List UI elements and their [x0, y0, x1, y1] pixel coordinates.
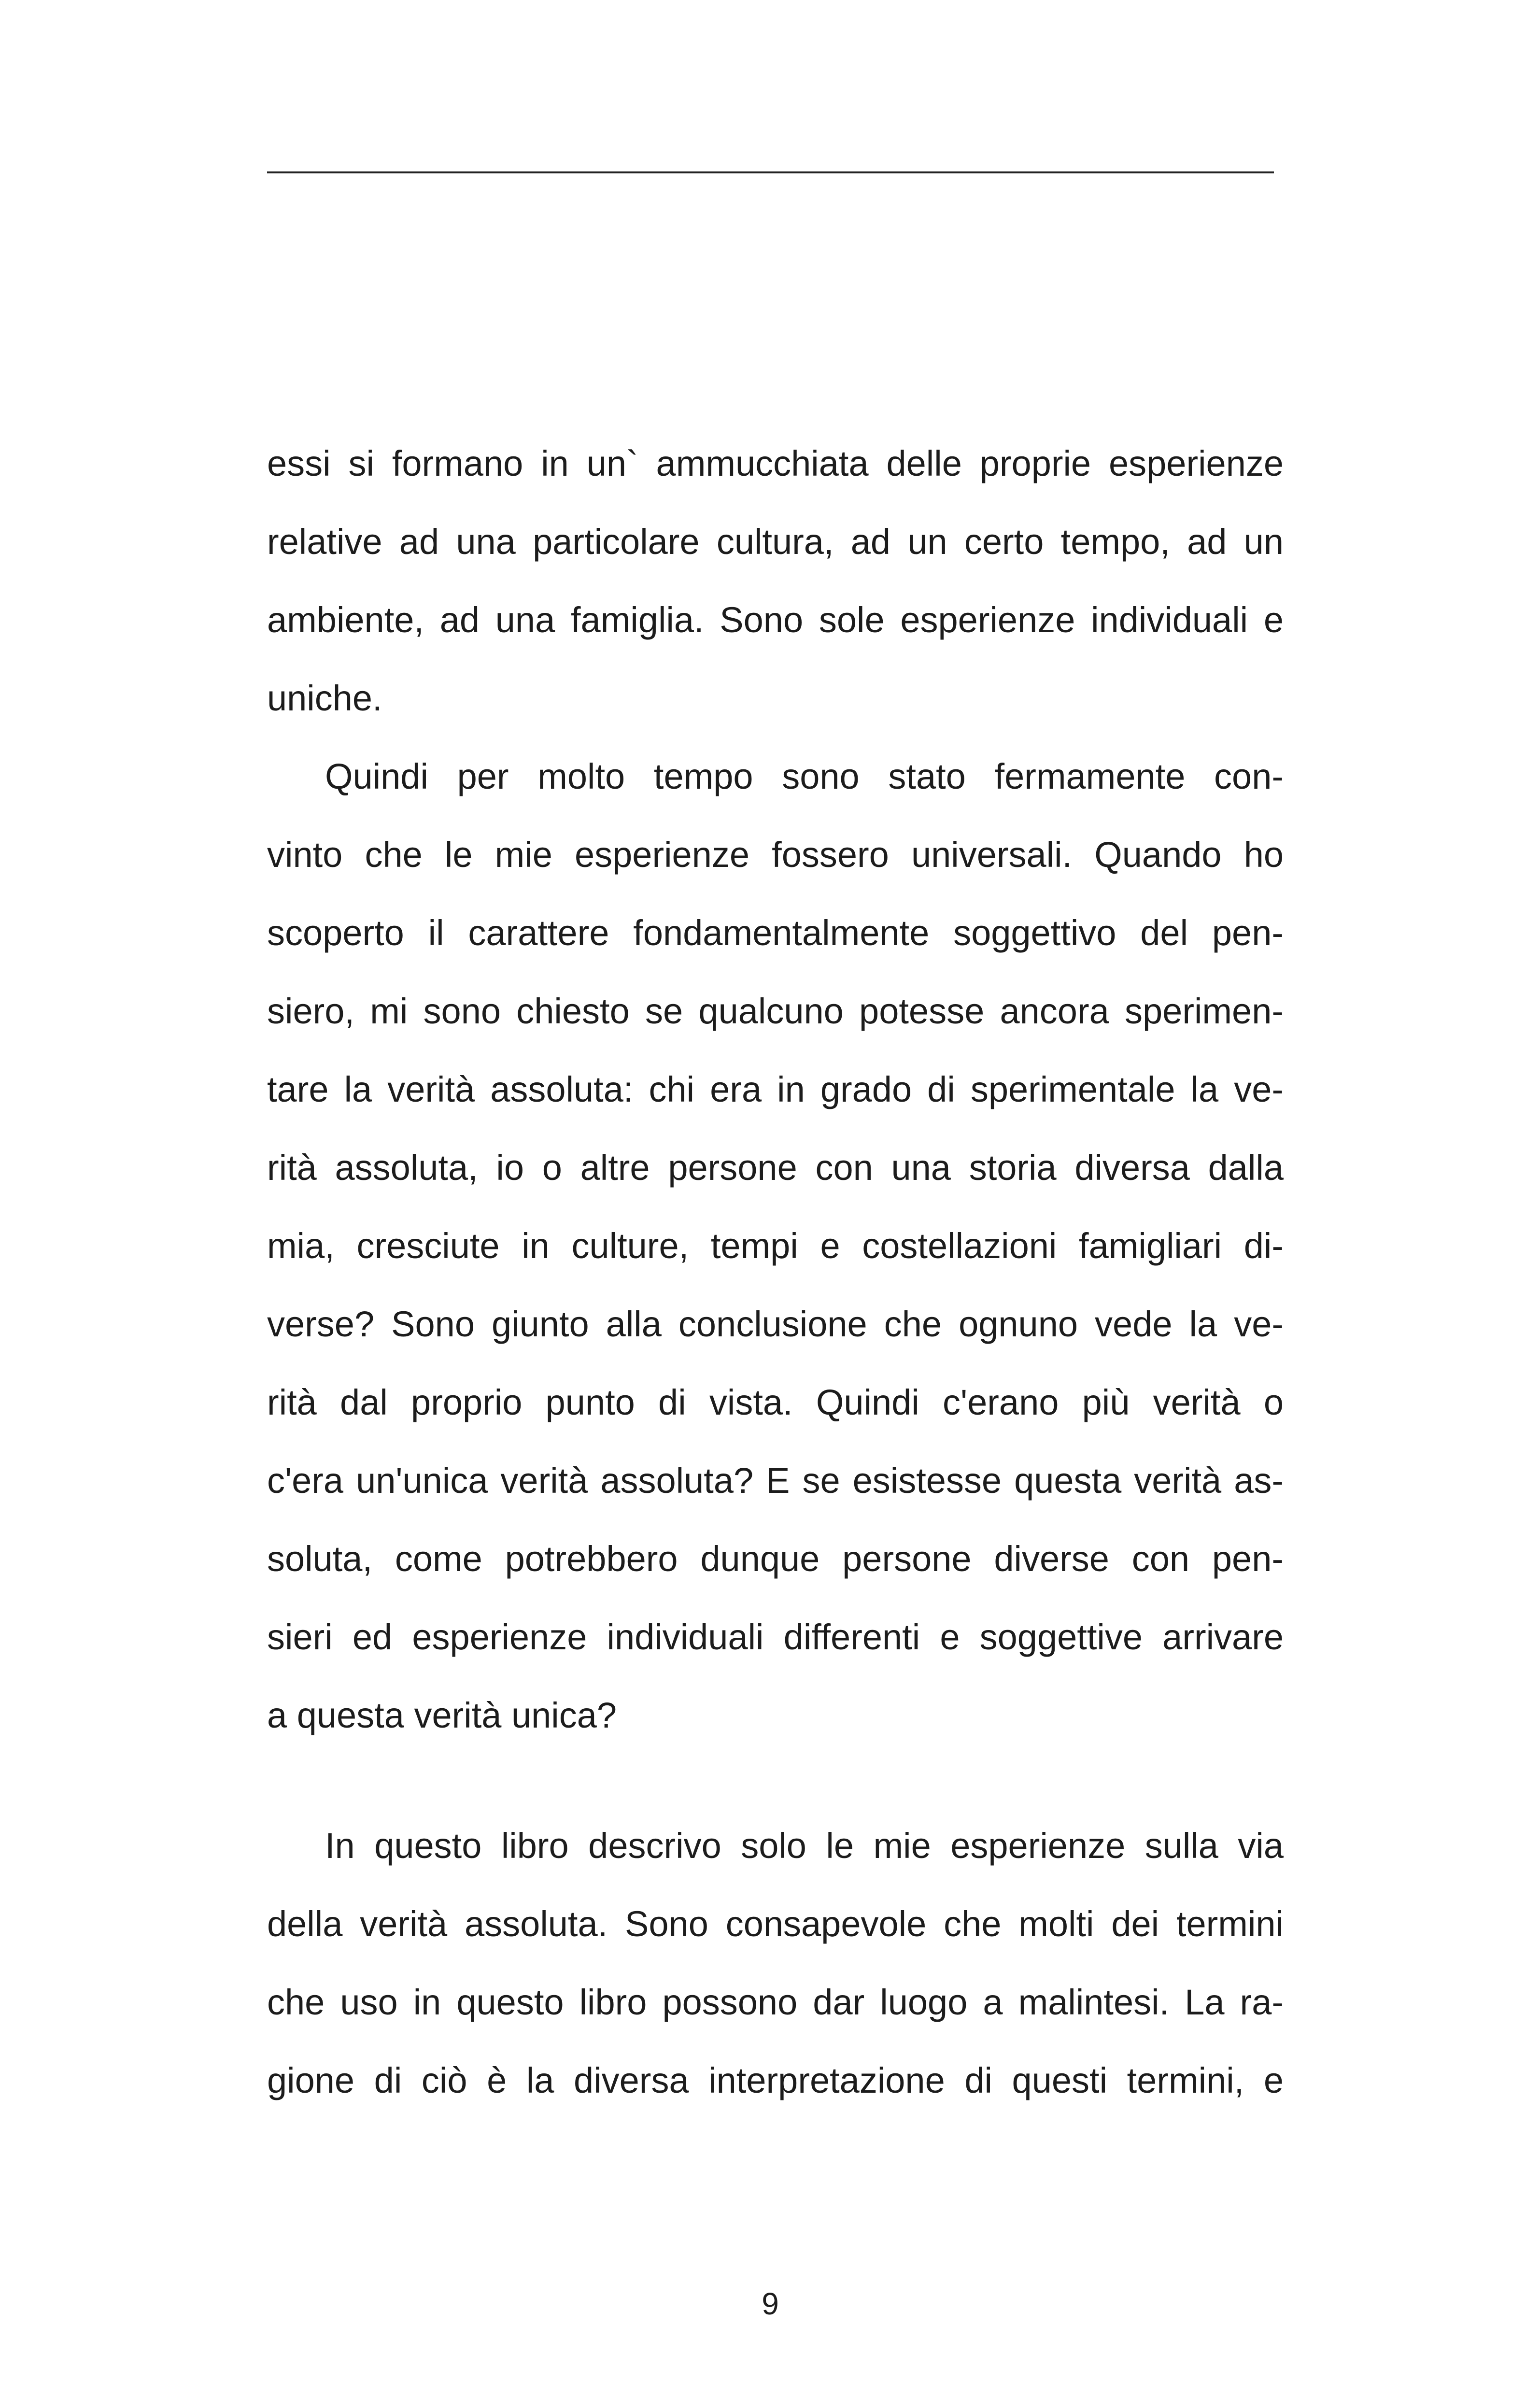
text-line: vinto che le mie esperienze fossero universali. Quando ho [267, 835, 1284, 875]
text-line: In questo libro descrivo solo le mie esperienze sulla via [325, 1826, 1284, 1866]
text-line: essi si formano in un` ammucchiata delle proprie esperienze [267, 443, 1284, 483]
header-rule [267, 171, 1274, 173]
text-line: scoperto il carattere fondamentalmente soggettivo del pen- [267, 913, 1284, 953]
text-line: uniche. [267, 678, 382, 718]
text-line: tare la verità assoluta: chi era in grado di sperimentale la ve- [267, 1069, 1284, 1109]
text-line: relative ad una particolare cultura, ad un certo tempo, ad un [267, 522, 1284, 562]
text-line: mia, cresciute in culture, tempi e costellazioni famigliari di- [267, 1226, 1284, 1266]
page-number: 9 [762, 2286, 779, 2321]
text-line: siero, mi sono chiesto se qualcuno potesse ancora sperimen- [267, 991, 1284, 1031]
text-line: sieri ed esperienze individuali differenti e soggettive arrivare [267, 1617, 1284, 1657]
text-line: soluta, come potrebbero dunque persone diverse con pen- [267, 1539, 1284, 1579]
text-line: rità dal proprio punto di vista. Quindi c'erano più verità o [267, 1382, 1284, 1422]
text-line: ambiente, ad una famiglia. Sono sole esperienze individuali e [267, 600, 1284, 640]
text-line: che uso in questo libro possono dar luogo a malintesi. La ra- [267, 1982, 1284, 2022]
text-line: rità assoluta, io o altre persone con una storia diversa dalla [267, 1148, 1284, 1188]
text-line: gione di ciò è la diversa interpretazione di questi termini, e [267, 2060, 1284, 2100]
text-line: della verità assoluta. Sono consapevole che molti dei termini [267, 1904, 1284, 1944]
text-line: c'era un'unica verità assoluta? E se esistesse questa verità as- [267, 1460, 1284, 1501]
text-line: Quindi per molto tempo sono stato fermamente con- [325, 756, 1284, 796]
text-line: a questa verità unica? [267, 1695, 617, 1735]
text-line: verse? Sono giunto alla conclusione che ognuno vede la ve- [267, 1304, 1284, 1344]
